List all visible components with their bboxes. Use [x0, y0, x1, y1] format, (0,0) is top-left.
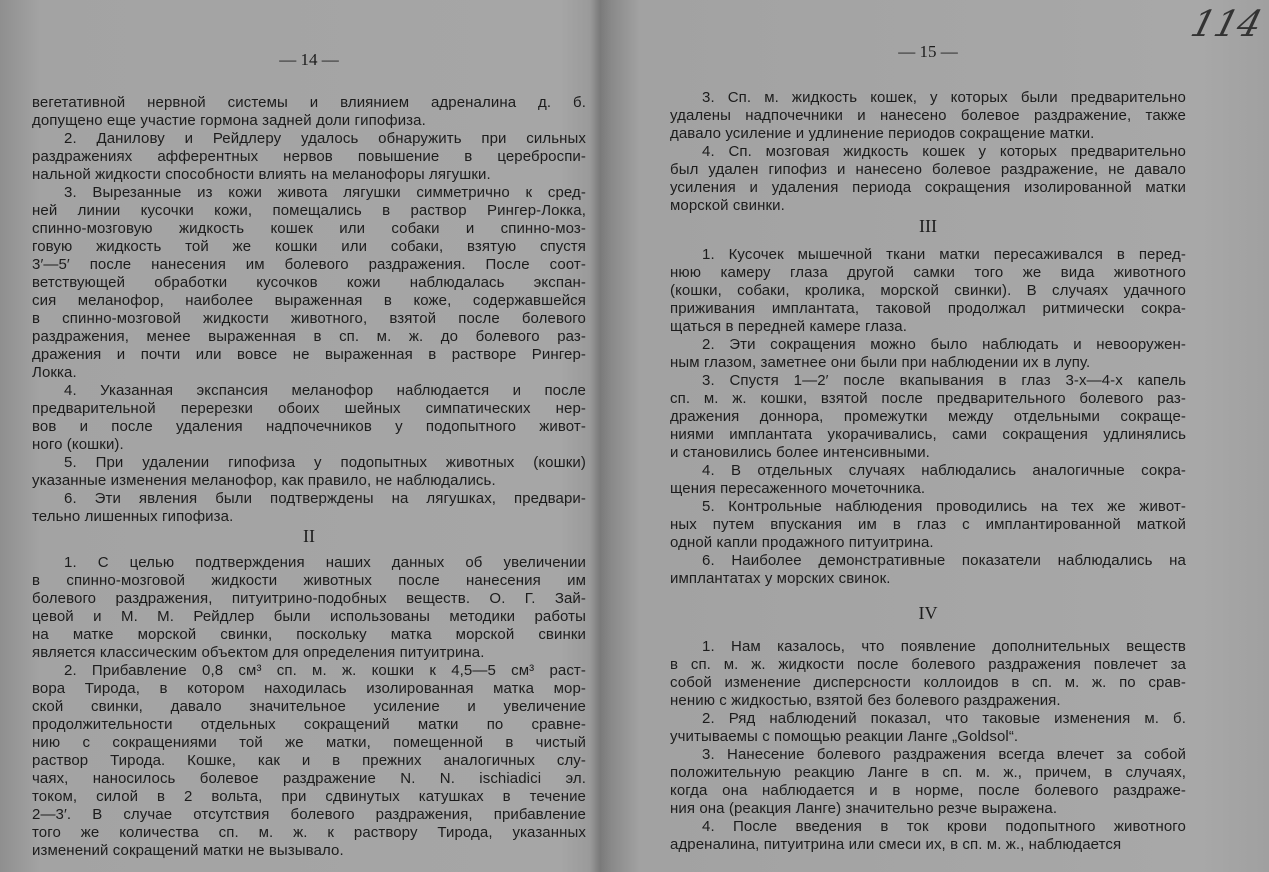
paragraph	[32, 490, 586, 526]
text-line: (кошки, собаки, кролика, морской свинки). В случаях удачного	[670, 282, 1186, 299]
text-line: 4. После введения в ток крови подопытного животного	[702, 818, 1186, 835]
text-line: 6. Эти явления были подтверждены на лягушках, предвари-	[64, 490, 586, 507]
text-block	[670, 246, 1186, 588]
text-line: дражения доннора, промежутки между отдельными сокраще-	[670, 408, 1186, 425]
text-block	[32, 94, 586, 526]
text-line: сия меланофор, наиболее выраженная в коже, содержавшейся	[32, 292, 586, 309]
text-line: морской свинки.	[670, 197, 785, 214]
text-line: ской свинки, давало значительное усиление и увеличение	[32, 698, 586, 715]
text-line: 5. Контрольные наблюдения проводились на тех же живот-	[702, 498, 1186, 515]
paragraph	[670, 746, 1186, 818]
text-line: ветствующей обработки кусочков кожи наблюдалась экспан-	[32, 274, 586, 291]
paragraph	[32, 662, 586, 860]
text-line: адреналина, питуитрина или смеси их, в сп. м. ж., наблюдается	[670, 836, 1122, 853]
text-line: болевого раздражения, питуитрино-подобных веществ. О. Г. Зай-	[32, 590, 586, 607]
paragraph	[32, 94, 586, 130]
text-line: нюю камеру глаза другой самки того же вида животного	[670, 264, 1186, 281]
text-line: спинно-мозговую жидкость кошек или собаки и спинно-моз-	[32, 220, 586, 237]
text-line: имплантатах у морских свинок.	[670, 570, 891, 587]
paragraph	[670, 552, 1186, 588]
text-line: 1. Кусочек мышечной ткани матки пересаживался в перед-	[702, 246, 1186, 263]
text-line: нию с сокращениями той же матки, помещенной в чистый	[32, 734, 586, 751]
text-line: в спинно-мозговой жидкости животного, взятой после болевого	[32, 310, 586, 327]
text-line: вора Тирода, в котором находилась изолированная матка мор-	[32, 680, 586, 697]
paragraph	[32, 554, 586, 662]
text-line: тельно лишенных гипофиза.	[32, 508, 234, 525]
text-line: продолжительности отдельных сокращений матки по сравне-	[32, 716, 586, 733]
text-line: вегетативной нервной системы и влиянием адреналина д. б.	[32, 94, 586, 111]
text-line: ных путем впускания им в глаз с имплантированной маткой	[670, 516, 1186, 533]
text-line: раздражения, менее выраженная в сп. м. ж. до болевого раз-	[32, 328, 586, 345]
text-line: положительную реакцию Ланге в сп. м. ж., причем, в случаях,	[670, 764, 1186, 781]
paragraph	[670, 89, 1186, 143]
text-line: током, силой в 2 вольта, при сдвинутых катушках в течение	[32, 788, 586, 805]
section-heading: III	[919, 216, 937, 236]
text-line: ного (кошки).	[32, 436, 124, 453]
text-line: был удален гипофиз и нанесено болевое раздражение, не давало	[670, 161, 1186, 178]
text-line: одной капли продажного питуитрина.	[670, 534, 934, 551]
text-line: является классическим объектом для определения питуитрина.	[32, 644, 485, 661]
text-line: ным глазом, заметнее они были при наблюдении их в лупу.	[670, 354, 1091, 371]
text-line: 1. Нам казалось, что появление дополнительных веществ	[702, 638, 1186, 655]
text-line: и становились более интенсивными.	[670, 444, 930, 461]
text-line: нальной жидкости способности влиять на меланофоры лягушки.	[32, 166, 491, 183]
text-line: 6. Наиболее демонстративные показатели наблюдались на	[702, 552, 1186, 569]
paragraph	[670, 336, 1186, 372]
paragraph	[670, 498, 1186, 552]
text-line: того же количества сп. м. ж. к раствору Тирода, указанных	[32, 824, 586, 841]
text-line: 2—3′. В случае отсутствия болевого раздражения, прибавление	[32, 806, 586, 823]
text-block	[670, 89, 1186, 215]
text-line: чаях, наносилось болевое раздражение N. N. ischiadici эл.	[32, 770, 586, 787]
text-line: раствор Тирода. Кошке, как и в прежних аналогичных слу-	[32, 752, 586, 769]
text-line: 2. Данилову и Рейдлеру удалось обнаружить при сильных	[64, 130, 586, 147]
text-line: когда она наблюдается и в норме, после болевого раздраже-	[670, 782, 1186, 799]
text-block	[670, 638, 1186, 854]
text-line: говую жидкость той же кошки или собаки, взятую спустя	[32, 238, 586, 255]
text-line: нению с жидкостью, взятой без болевого раздражения.	[670, 692, 1061, 709]
paragraph	[32, 130, 586, 184]
left-page-14	[32, 0, 586, 872]
text-line: ниями имплантата укорачивались, сами сокращения удлинялись	[670, 426, 1186, 443]
handwritten-page-note: 114	[1186, 4, 1267, 45]
text-line: 1. С целью подтверждения наших данных об увеличении	[64, 554, 586, 571]
text-line: учитываемы с помощью реакции Ланге „Goldsol“.	[670, 728, 1019, 745]
text-line: изменений сокращений матки не вызывало.	[32, 842, 344, 859]
text-line: щаться в передней камере глаза.	[670, 318, 908, 335]
text-line: в спинно-мозговой жидкости животных после нанесения им	[32, 572, 586, 589]
text-line: предварительной перерезки обоих шейных симпатических нер-	[32, 400, 586, 417]
text-line: раздражениях афферентных нервов повышение в цереброспи-	[32, 148, 586, 165]
paragraph	[670, 818, 1186, 854]
text-line: ней линии кусочки кожи, помещались в раствор Рингер-Локка,	[32, 202, 586, 219]
paragraph	[670, 143, 1186, 215]
paragraph	[32, 184, 586, 382]
page-number-header: — 15 —	[898, 42, 958, 61]
paragraph	[670, 638, 1186, 710]
paragraph	[32, 454, 586, 490]
text-line: 4. Сп. мозговая жидкость кошек у которых предварительно	[702, 143, 1186, 160]
text-line: приживания имплантата, таковой продолжал ритмически сокра-	[670, 300, 1186, 317]
text-line: вов и после удаления надпочечников у подопытного живот-	[32, 418, 586, 435]
text-line: 2. Прибавление 0,8 см³ сп. м. ж. кошки к 4,5—5 см³ раст-	[64, 662, 586, 679]
paragraph	[32, 382, 586, 454]
text-line: Локка.	[32, 364, 77, 381]
text-line: на матке морской свинки, поскольку матка морской свинки	[32, 626, 586, 643]
text-line: давало усиление и удлинение периодов сокращение матки.	[670, 125, 1095, 142]
text-line: 5. При удалении гипофиза у подопытных животных (кошки)	[64, 454, 586, 471]
section-heading: IV	[918, 603, 938, 623]
paragraph	[670, 246, 1186, 336]
text-line: ния она (реакция Ланге) значительно резче выражена.	[670, 800, 1058, 817]
text-line: собой изменение дисперсности коллоидов в сп. м. ж. по срав-	[670, 674, 1186, 691]
text-line: щения пересаженного мочеточника.	[670, 480, 926, 497]
text-line: 3. Вырезанные из кожи живота лягушки симметрично к сред-	[64, 184, 586, 201]
paragraph	[670, 710, 1186, 746]
text-line: дражения и почти или вовсе не выраженная в растворе Рингер-	[32, 346, 586, 363]
paragraph	[670, 462, 1186, 498]
text-line: 3. Нанесение болевого раздражения всегда влечет за собой	[702, 746, 1186, 763]
text-line: 3. Спустя 1—2′ после вкапывания в глаз 3-х—4-х капель	[702, 372, 1186, 389]
text-line: удалены надпочечники и нанесено болевое раздражение, также	[670, 107, 1186, 124]
text-line: указанные изменения меланофор, как правило, не наблюдались.	[32, 472, 496, 489]
text-line: 4. Указанная экспансия меланофор наблюдается и после	[64, 382, 586, 399]
text-line: усиления и удаления периода сокращения изолированной матки	[670, 179, 1186, 196]
paragraph	[670, 372, 1186, 462]
page-number-header: — 14 —	[279, 50, 339, 69]
text-line: в сп. м. ж. жидкости после болевого раздражения повлечет за	[670, 656, 1186, 673]
text-line: допущено еще участие гормона задней доли гипофиза.	[32, 112, 426, 129]
text-line: 3. Сп. м. жидкость кошек, у которых были предварительно	[702, 89, 1186, 106]
text-line: 2. Ряд наблюдений показал, что таковые изменения м. б.	[702, 710, 1186, 727]
text-line: сп. м. ж. кошки, взятой после предварительного болевого раз-	[670, 390, 1186, 407]
section-heading: II	[303, 526, 315, 546]
text-block	[32, 554, 586, 860]
text-line: 2. Эти сокращения можно было наблюдать и невооружен-	[702, 336, 1186, 353]
right-page-15	[670, 0, 1186, 872]
text-line: 3′—5′ после нанесения им болевого раздражения. После соот-	[32, 256, 586, 273]
text-line: цевой и М. М. Рейдлер были использованы методики работы	[32, 608, 586, 625]
text-line: 4. В отдельных случаях наблюдались аналогичные сокра-	[702, 462, 1186, 479]
